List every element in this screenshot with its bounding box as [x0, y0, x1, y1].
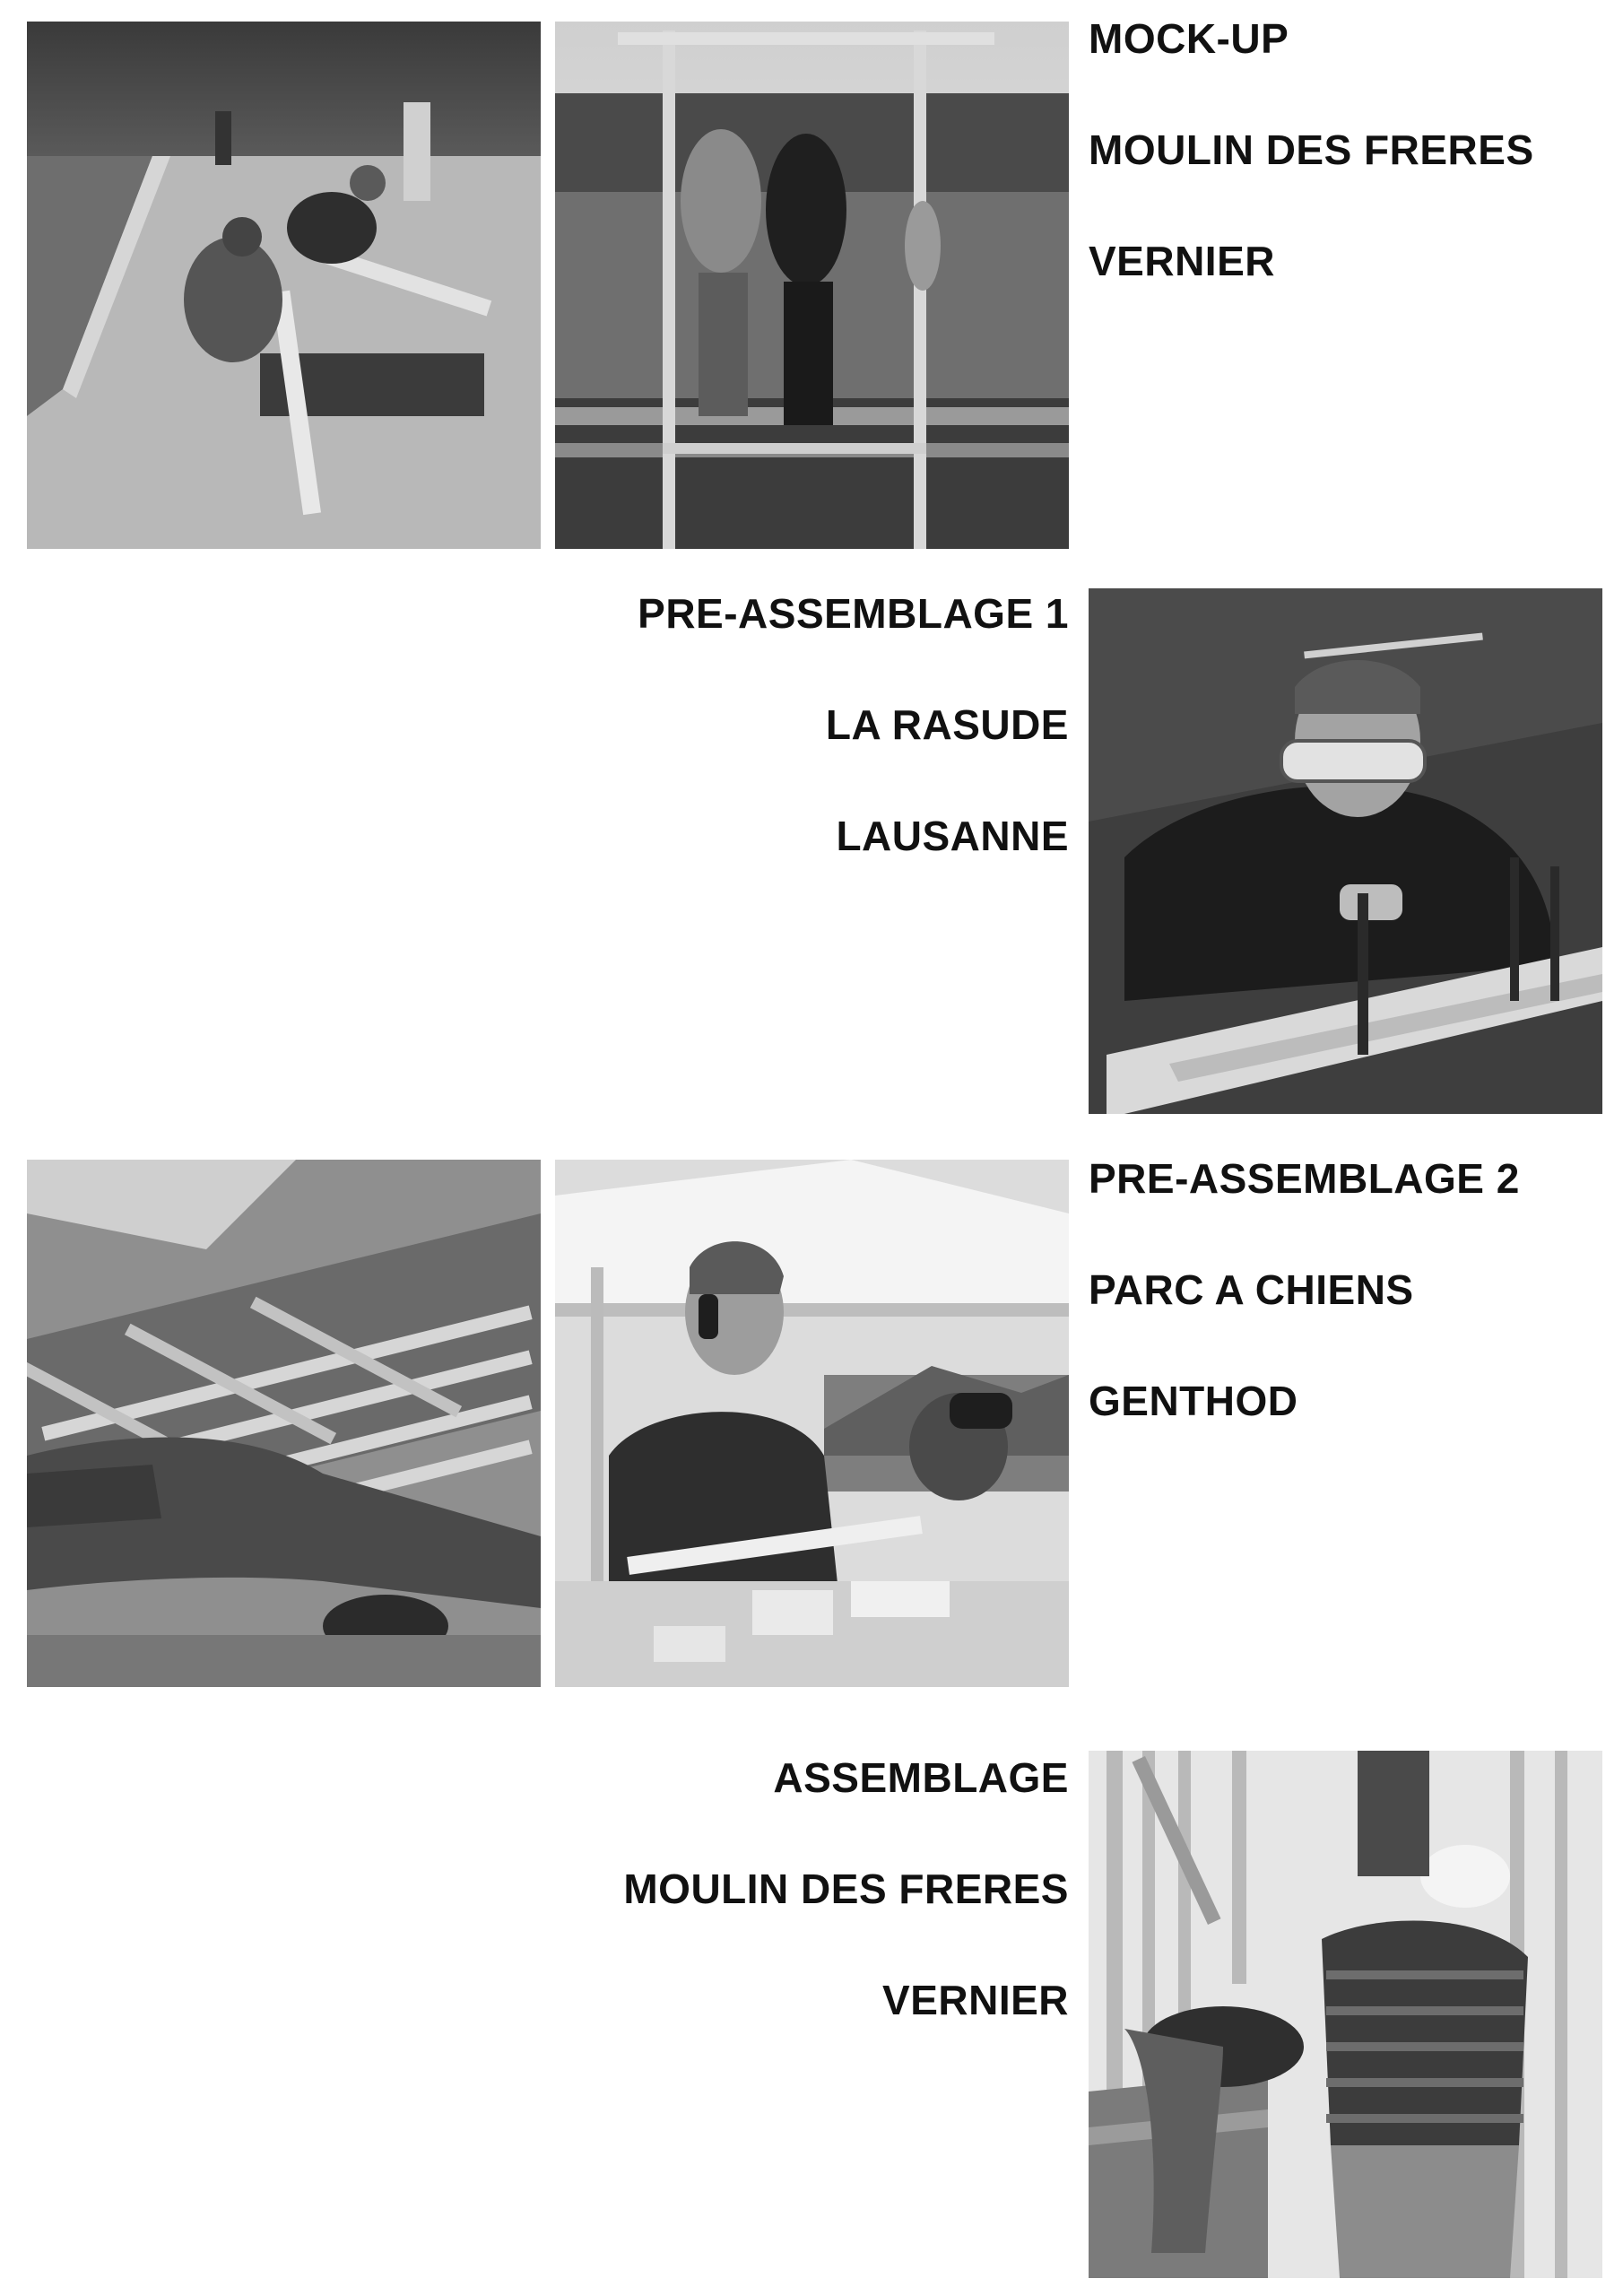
section-city-preassemblage-2: GENTHOD	[1089, 1378, 1298, 1424]
section-place-assemblage: MOULIN DES FRERES	[623, 1866, 1069, 1912]
section-title-preassemblage-1: PRE-ASSEMBLAGE 1	[638, 590, 1069, 637]
section-title-mockup: MOCK-UP	[1089, 15, 1289, 62]
section-city-preassemblage-1: LAUSANNE	[836, 813, 1069, 859]
section-place-preassemblage-1: LA RASUDE	[825, 701, 1069, 748]
photo-mockup-lakeside-measuring	[27, 22, 541, 549]
section-city-mockup: VERNIER	[1089, 238, 1275, 284]
section-title-assemblage: ASSEMBLAGE	[773, 1754, 1069, 1801]
photo-assemblage-workers	[1089, 1751, 1602, 2278]
section-city-assemblage: VERNIER	[882, 1977, 1069, 2023]
photo-preassemblage-2-lying-under-panels	[27, 1160, 541, 1687]
section-place-preassemblage-2: PARC A CHIENS	[1089, 1266, 1414, 1313]
section-place-mockup: MOULIN DES FRERES	[1089, 126, 1534, 173]
photo-preassemblage-2-cutting-under-tent	[555, 1160, 1069, 1687]
photo-preassemblage-1-clamping	[1089, 588, 1602, 1114]
photo-mockup-raising-frame	[555, 22, 1069, 549]
section-title-preassemblage-2: PRE-ASSEMBLAGE 2	[1089, 1155, 1520, 1202]
